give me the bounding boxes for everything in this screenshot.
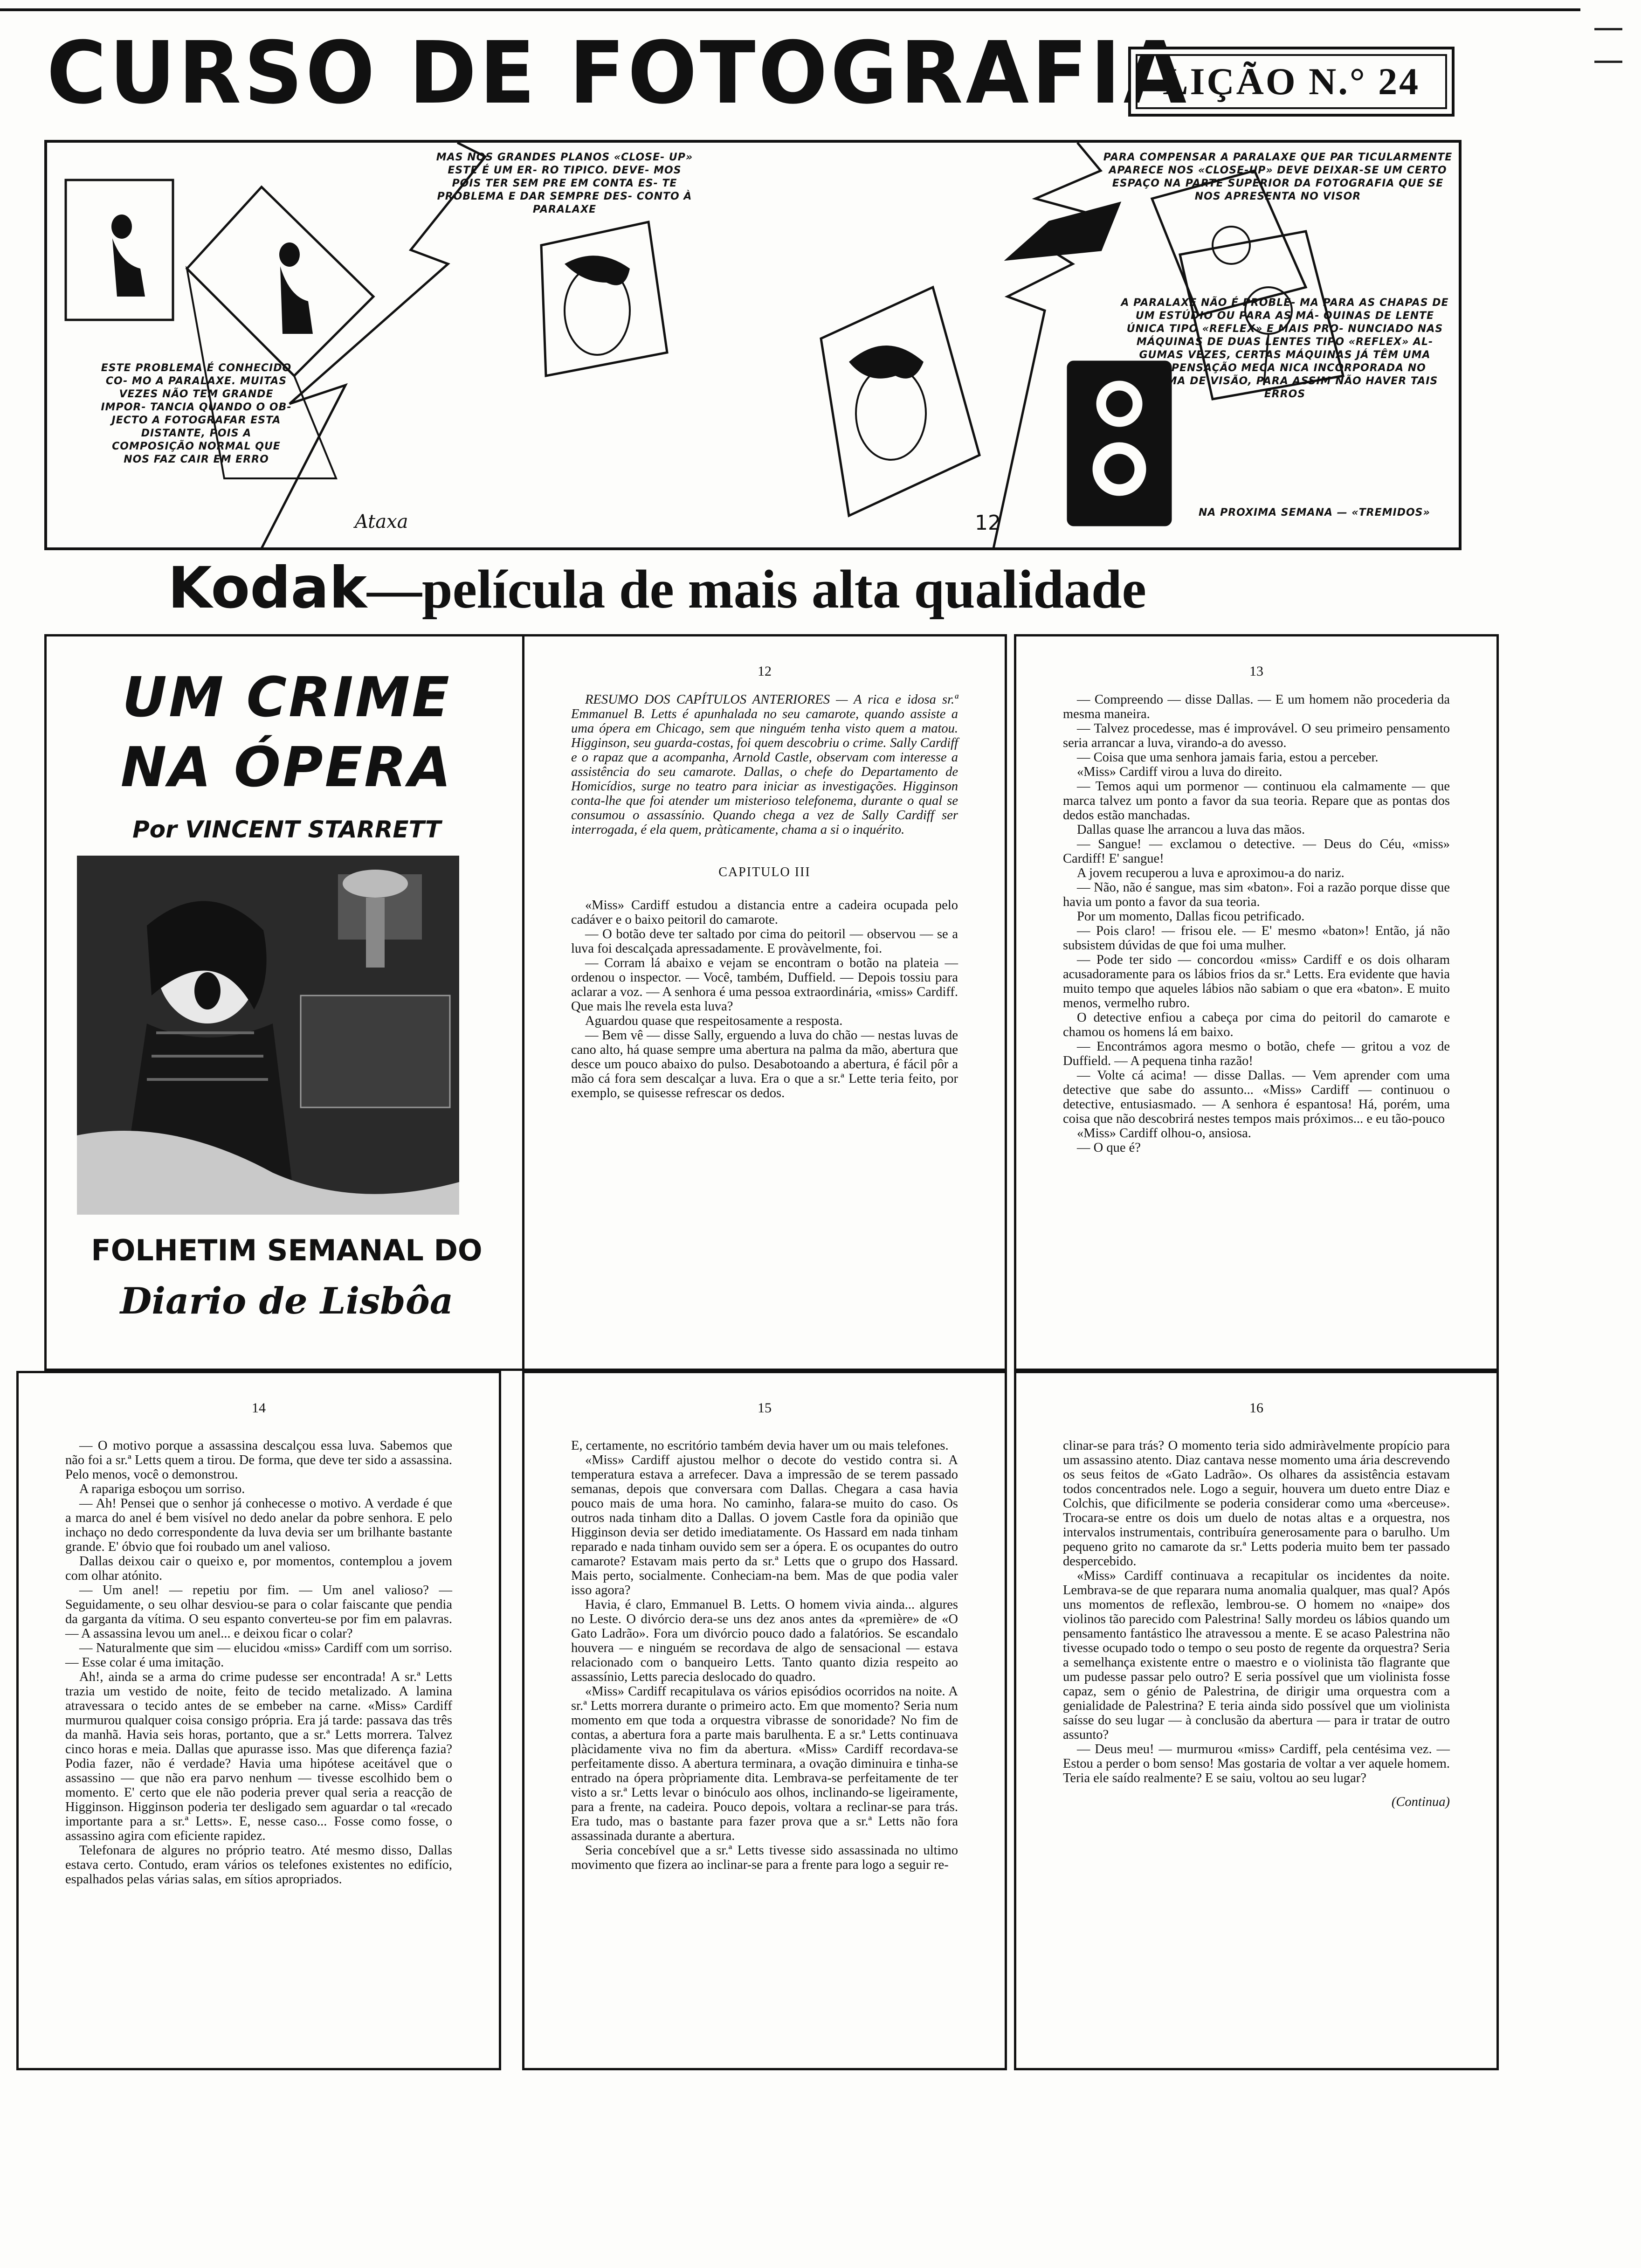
paragraph: — O que é? (1077, 1141, 1141, 1155)
paragraph: — Deus meu! — murmurou «miss» Cardiff, pela centésima vez. — Estou a perder o bom senso! Mas gostaria de voltar a ver aquele homem. Teria ele saído realmente? E se saiu, voltou ao seu lugar? (1063, 1742, 1450, 1785)
page-13-text (1063, 692, 1450, 1155)
paragraph: — Não, não é sangue, mas sim «baton». Foi a razão porque disse que havia um ponto a favor da sua teoria. (1063, 880, 1450, 909)
resumo-text: RESUMO DOS CAPÍTULOS ANTERIORES — A rica e idosa sr.ª Emmanuel B. Letts é apunhalada no seu camarote, quando assiste a uma ópera em Chicago, sem que ninguém tenha visto quem a matou. Higginson, seu guarda-costas, foi quem descobriu o crime. Sally Cardiff e o rapaz que a acompanha, Arnold Castle, observam com interesse a assistência do seu camarote. Dallas, o chefe do Departamento de Homicídios, surge no teatro para iniciar as investigações. Higginson conta-lhe que foi atender um misterioso telefonema, durante o qual se consumou o assassínio. Quando chega a vez de Sally Cardiff ser interrogada, é ela quem, pràticamente, chama a si o inquérito. (571, 692, 958, 837)
paragraph: — Pode ter sido — concordou «miss» Cardiff e os dois olharam acusadoramente para os lábios frios da sr.ª Letts. Era evidente que havia muito tempo que aqueles lábios não sabiam o que era «baton». E muito menos, vermelho rubro. (1063, 953, 1450, 1010)
page-16-text (1063, 1438, 1450, 1809)
paragraph: «Miss» Cardiff olhou-o, ansiosa. (1077, 1126, 1251, 1141)
artist-signature: Ataxa (355, 511, 408, 532)
paragraph: — Pois claro! — frisou ele. — E' mesmo «baton»! Então, já não subsistem dúvidas de que foi uma mulher. (1063, 924, 1450, 953)
paragraph: — Temos aqui um pormenor — continuou ela calmamente — que marca talvez um ponto a favor da sua teoria. Repare que as pontas dos dedos estão manchadas. (1063, 779, 1450, 823)
kodak-advert (168, 555, 1146, 621)
paragraph: A rapariga esboçou um sorriso. (79, 1482, 245, 1496)
paragraph: — O botão deve ter saltado por cima do peitoril — observou — se a luva foi descalçada apressadamente. E provàvelmente, foi. (571, 927, 958, 956)
page-number: 14 (252, 1400, 266, 1416)
comic-strip (44, 140, 1462, 550)
paragraph: E, certamente, no escritório também devia haver um ou mais telefones. (571, 1438, 949, 1453)
paragraph: — O motivo porque a assassina descalçou essa luva. Sabemos que não foi a sr.ª Letts quem a tirou. De forma, que deve ter sido a assassina. Pelo menos, você o demonstrou. (65, 1438, 452, 1482)
paragraph: — Bem vê — disse Sally, erguendo a luva do chão — nestas luvas de cano alto, há quase sempre uma abertura na palma da mão, abertura que desce um pouco abaixo do pulso. Desabotoando a abertura, é fácil pôr a mão cá fora sem descalçar a luva. Era o que a sr.ª Lette teria feito, por exemplo, se quisesse refrescar os dedos. (571, 1028, 958, 1100)
paragraph: Ah!, ainda se a arma do crime pudesse ser encontrada! A sr.ª Letts trazia um vestido de noite, feito de tecido metalizado. A lamina atravessara o tecido antes de se embeber na carne. «Miss» Cardiff murmurou qualquer coisa consigo própria. Era já tarde: passava das três da manhã. Havia seis horas, portanto, que a sr.ª Letts morrera. Talvez cinco horas e meia. Dallas que apurasse isso. Mas que diferença fazia? Podia fazer, não é verdade? Havia uma hipótese aceitável que o assassino — que não era parvo nenhum — tivesse escolhido bem o momento. E' certo que ele não poderia prever qual seria a reacção de Higginson. Higginson poderia ter desligado sem aguardar o tal «recado importante para a sr.ª Letts». E, nesse caso... Fosse como fosse, o assassino agira com eficiente rapidez. (65, 1670, 452, 1843)
page-number: 12 (758, 664, 772, 679)
page-15-text (571, 1438, 958, 1872)
story-title (47, 662, 527, 802)
paragraph: Por um momento, Dallas ficou petrificado. (1077, 909, 1305, 924)
top-rule (0, 8, 1580, 11)
caption-next-week: NA PROXIMA SEMANA — «TREMIDOS» (1199, 507, 1430, 519)
resumo (571, 692, 958, 837)
paragraph: — Naturalmente que sim — elucidou «miss» Cardiff com um sorriso. — Esse colar é uma imitação. (65, 1641, 452, 1670)
page-14 (16, 1371, 501, 2070)
story-title-line: UM CRIME (122, 665, 451, 729)
page-number: 16 (1249, 1400, 1263, 1416)
cover-panel (44, 634, 529, 1371)
paragraph: — Ah! Pensei que o senhor já conhecesse o motivo. A verdade é que a marca do anel é bem visível no dedo anelar da pobre senhora. E pelo inchaço no dedo correspondente da luva devia ser um brilhante bastante grande. E' óbvio que foi roubado um anel valioso. (65, 1496, 452, 1554)
caption-compensate: PARA COMPENSAR A PARALAXE QUE PAR TICULARMENTE APARECE NOS «CLOSE-UP» DEVE DEIXAR-SE UM CERTO ESPAÇO NA PARTE SUPERIOR DA FOTOGRAFIA QUE SE NOS APRESENTA NO VISOR (1103, 152, 1453, 202)
page-number: 13 (1249, 664, 1263, 679)
comic-page-mark: 12 (975, 511, 1001, 535)
cover-illustration (77, 856, 459, 1215)
paragraph: — Um anel! — repetiu por fim. — Um anel valioso? — Seguidamente, o seu olhar desviou-se para o colar faiscante que pendia da garganta da vítima. O seu espanto converteu-se por fim em palavras. — A assassina levou um anel... e deixou ficar o colar? (65, 1583, 452, 1641)
page-14-text (65, 1438, 452, 1887)
paragraph: O detective enfiou a cabeça por cima do peitoril do camarote e chamou os homens lá em baixo. (1063, 1010, 1450, 1039)
page-12-text (571, 692, 958, 1100)
paragraph: Seria concebível que a sr.ª Letts tivesse sido assassinada no ultimo movimento que fizera ao inclinar-se para a frente para logo a seguir re- (571, 1843, 958, 1872)
paragraph: Aguardou quase que respeitosamente a resposta. (585, 1014, 843, 1028)
paragraph: — Sangue! — exclamou o detective. — Deus do Céu, «miss» Cardiff! E' sangue! (1063, 837, 1450, 866)
paragraph: Dallas deixou cair o queixo e, por momentos, contemplou a jovem com olhar atónito. (65, 1554, 452, 1583)
caption-reflex: A PARALAXE NÃO É PROBLE- MA PARA AS CHAPAS DE UM ESTÚDIO OU PARA AS MÁ- QUINAS DE LENTE ÚNICA TIPO «REFLEX» E MAIS PRO- NUNCIADO NAS MÁQUINAS DE DUAS LENTES TIPO «REFLEX» AL- GUMAS VEZES, CERTAS MÁQUINAS JÁ TÊM UMA COMPENSAÇÃO MECA NICA INCORPORADA NO SISTEMA DE VISÃO, PARA ASSIM NÃO HAVER TAIS ERROS (1121, 297, 1449, 400)
edge-mark (1594, 61, 1622, 63)
paragraph: «Miss» Cardiff estudou a distancia entre a cadeira ocupada pelo cadáver e o baixo peitoril do camarote. (571, 898, 958, 927)
kodak-brand: Kodak (168, 555, 367, 621)
page-title: CURSO DE FOTOGRAFIA (47, 23, 1190, 124)
paragraph: «Miss» Cardiff ajustou melhor o decote do vestido contra si. A temperatura estava a arrefecer. Dava a impressão de se terem passado semanas, depois que conversara com Dallas. Chegara a casa havia pouco mais de uma hora. No caminho, falara-se muito do caso. Os outros nada tinham dito a Dallas. O jovem Castle fora da opinião que Higginson devia ser detido imediatamente. Os Hassard em nada tinham reparado e nada tinham ouvido sem ser a ópera. E os ocupantes do outro camarote? Estavam mais perto da sr.ª Letts que o grupo dos Hassard. Mais perto, socialmente. Conheciam-na bem. Mas de que podia valer isso agora? (571, 1453, 958, 1597)
paragraph: «Miss» Cardiff continuava a recapitular os incidentes da noite. Lembrava-se de que reparara numa anomalia qualquer, mas qual? Após uns momentos de reflexão, lembrou-se. O homem no «naipe» dos violinos tão parecido com Palestrina! Sally mordeu os lábios quando um pensamento fantástico lhe atravessou a mente. E se acaso Palestrina não tivesse ocupado todo o tempo o seu posto de regente da orquestra? Seria a semelhança existente entre o maestro e o violinista tão flagrante que um pudesse passar pelo outro? E seria possível que um violinista fosse capaz, sem o génio de Palestrina, de dirigir uma orquestra com a genialidade de Palestrina? E teria ainda sido possível que um violinista saísse do seu lugar — à conclusão da abertura — para ir tratar de outro assunto? (1063, 1569, 1450, 1742)
folhetim-label: FOLHETIM SEMANAL DO (91, 1233, 483, 1267)
chapter-heading: CAPITULO III (718, 865, 811, 879)
paragraph: Dallas quase lhe arrancou a luva das mãos. (1077, 823, 1305, 837)
paragraph: A jovem recuperou a luva e aproximou-a do nariz. (1077, 866, 1345, 880)
caption-closeup: MAS NOS GRANDES PLANOS «CLOSE- UP» ESTE É UM ER- RO TIPICO. DEVE- MOS POIS TER SEM PRE EM CONTA ES- TE PROBLEMA E DAR SEMPRE DES- CONTO À PARALAXE (436, 152, 693, 215)
continua-note: (Continua) (1391, 1795, 1450, 1809)
paragraph: «Miss» Cardiff recapitulava os vários episódios ocorridos na noite. A sr.ª Letts morrera durante o primeiro acto. Em que momento? Seria num momento em que toda a orquestra vibrasse de sonoridade? No fim de contas, a abertura fora a parte mais barulhenta. E a sr.ª Letts continuava plàcidamente viva no fim da abertura. «Miss» Cardiff recordava-se perfeitamente disso. A abertura terminara, a ovação diminuira e tinha-se entrado na ópera pròpriamente dita. Lembrava-se perfeitamente de ter visto a sr.ª Letts levar o binóculo aos olhos, inclinando-se ligeiramente, para a frente, na cadeira. Pouco depois, voltara a reclinar-se para trás. Era tudo, mas o bastante para fazer prova que a sr.ª Letts não fora assassinada durante a abertura. (571, 1684, 958, 1843)
paragraph: clinar-se para trás? O momento teria sido admiràvelmente propício para um assassino atento. Diaz cantava nesse momento uma ária descrevendo os seus feitos de «Gato Ladrão». Os olhares da assistência estavam todos concentrados nele. Logo a seguir, houvera um dueto entre Diaz e Colchis, que dificilmente se poderia considerar como uma «berceuse». Trocara-se entre os dois um duelo de notas altas e a orquestra, nos intervalos instrumentais, contribuíra generosamente para o barulho. Um pequeno grito no camarote da sr.ª Letts poderia muito bem ter passado despercebido. (1063, 1438, 1450, 1569)
lesson-number-box: LIÇÃO N.° 24 (1128, 47, 1455, 117)
page-number: 15 (758, 1400, 772, 1416)
edge-mark (1594, 28, 1622, 30)
page-13 (1014, 634, 1499, 1371)
kodak-tagline: —película de mais alta qualidade (367, 559, 1146, 620)
story-title-line: NA ÓPERA (120, 735, 453, 799)
paragraph: «Miss» Cardiff virou a luva do direito. (1077, 765, 1282, 779)
paragraph: — Encontrámos agora mesmo o botão, chefe — gritou a voz de Duffield. — A pequena tinha razão! (1063, 1039, 1450, 1068)
story-author: Por VINCENT STARRETT (132, 816, 441, 843)
paragraph: — Volte cá acima! — disse Dallas. — Vem aprender com uma detective que sabe do assunto... «Miss» Cardiff — continuou o detective, entusiasmado. — A senhora é espantosa! Há, porém, uma coisa que não descobrirá nestes tempos mais próximos... e eu tão-pouco (1063, 1068, 1450, 1126)
paragraph: Havia, é claro, Emmanuel B. Letts. O homem vivia ainda... algures no Leste. O divórcio dera-se uns dez anos antes da «première» de «O Gato Ladrão». Fora um divórcio pouco dado a falatórios. Se escandalo houvera — e ninguém se recordava de algo de sensacional — estava relacionado com o banqueiro Letts. Tanto quanto dizia respeito ao assassínio, Letts parecia deslocado do quadro. (571, 1597, 958, 1684)
paragraph: Telefonara de algures no próprio teatro. Até mesmo disso, Dallas estava certo. Contudo, eram vários os telefones existentes no edifício, espalhados pelas várias salas, em sítios apropriados. (65, 1843, 452, 1887)
paragraph: — Coisa que uma senhora jamais faria, estou a perceber. (1077, 750, 1379, 765)
page-15 (522, 1371, 1007, 2070)
page-16 (1014, 1371, 1499, 2070)
caption-parallax-intro: ESTE PROBLEMA É CONHECIDO CO- MO A PARALAXE. MUITAS VEZES NÃO TEM GRANDE IMPOR- TANCIA QUANDO O OB- JECTO A FOTOGRAFAR ESTA DISTANTE, POIS A COMPOSIÇÃO NORMAL QUE NOS FAZ CAIR EM ERRO (101, 362, 292, 465)
paragraph: — Corram lá abaixo e vejam se encontram o botão na plateia — ordenou o inspector. — Você, também, Duffield. — Depois tossiu para aclarar a voz. — A senhora é uma pessoa extraordinária, «miss» Cardiff. Que mais lhe revela esta luva? (571, 956, 958, 1014)
page-12 (522, 634, 1007, 1371)
paragraph: — Talvez procedesse, mas é improvável. O seu primeiro pensamento seria arrancar a luva, virando-a do avesso. (1063, 721, 1450, 750)
newspaper-name: Diario de Lisbôa (120, 1280, 454, 1322)
paragraph: — Compreendo — disse Dallas. — E um homem não procederia da mesma maneira. (1063, 692, 1450, 721)
